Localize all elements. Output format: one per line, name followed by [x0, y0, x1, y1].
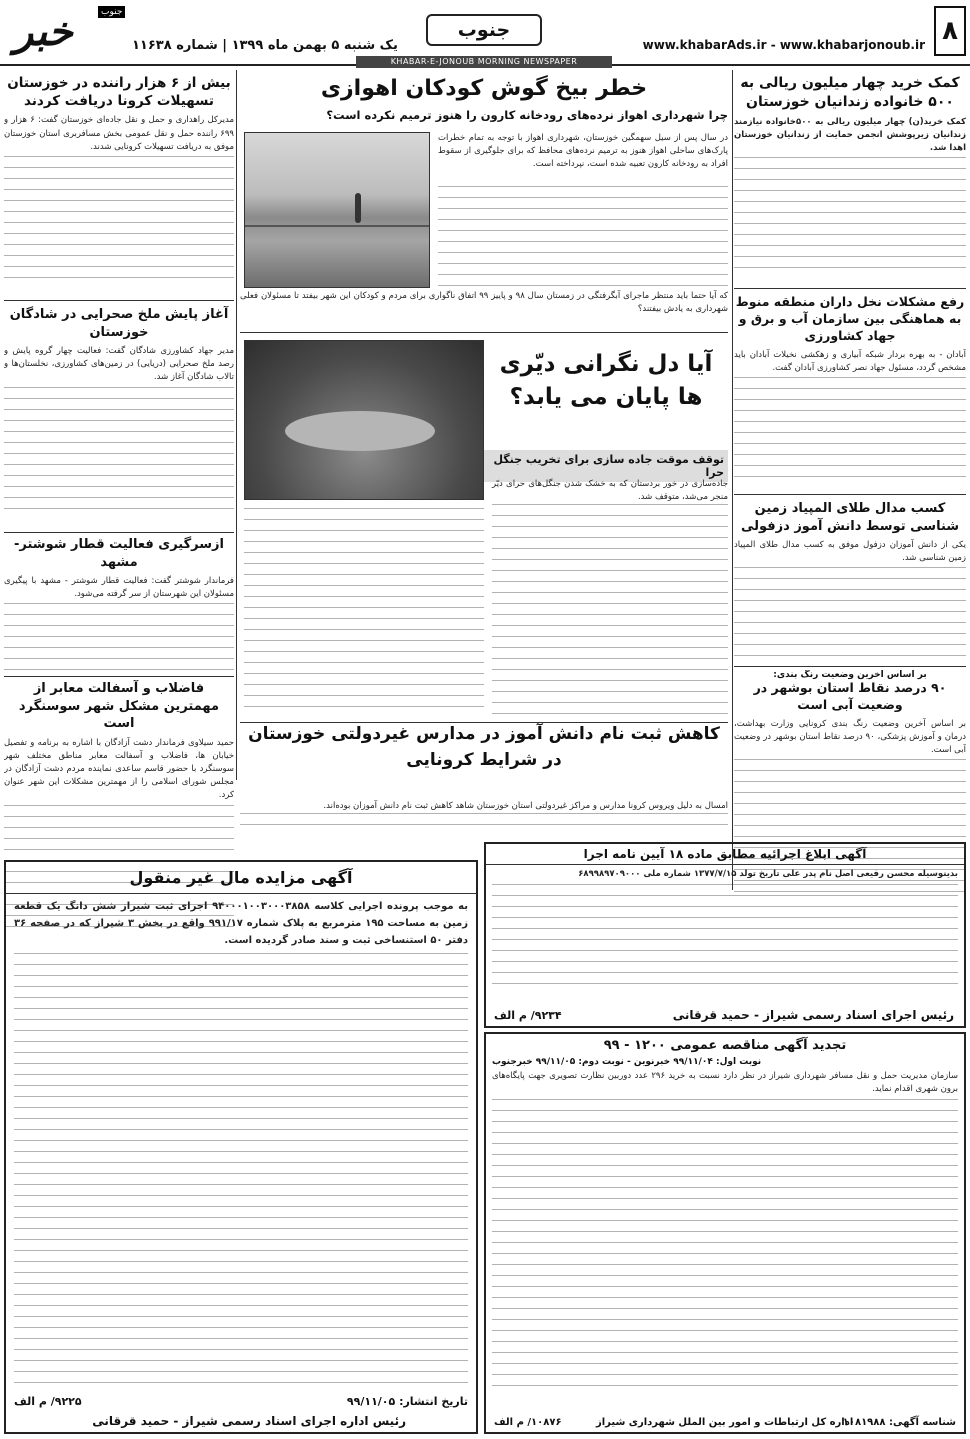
ad-signature: اداره کل ارتباطات و امور بین الملل شهرداری شیراز — [596, 1417, 854, 1428]
article-lead: مدیرکل راهداری و حمل و نقل جاده‌ای خوزستان گفت: ۶ هزار و ۶۹۹ راننده حمل و نقل عمومی بخش مسافربری استان خوزستان موفق به دریافت تسهیلات کرونایی شدند. — [4, 115, 234, 152]
article-geology-olympiad — [734, 500, 966, 664]
article-body-lines — [734, 377, 966, 487]
article-lead: در سال پس از سیل سهمگین خوزستان، شهرداری اهواز با توجه به تمام خطرات پارک‌های ساحلی اهواز هنوز به ترمیم نرده‌های محافظ که برای جلوگیری از سقوط افراد به رودخانه کارون تعبیه شده است، نپرداخته است. — [438, 133, 728, 170]
article-headline: آغاز پایش ملخ صحرایی در شادگان خوزستان — [9, 307, 229, 340]
ad-body-lines — [492, 884, 958, 994]
ad-title: آگهی مزایده مال غیر منقول — [6, 862, 476, 894]
article-lead: مدیر جهاد کشاورزی شادگان گفت: فعالیت چهار گروه پایش و رصد ملخ صحرایی (دریایی) در زمین‌های کشاورزی، نخلستان‌ها و تالاب شادگان آغاز شد. — [4, 346, 234, 383]
article-ahvaz-railings — [240, 74, 728, 324]
article-private-schools — [240, 722, 728, 800]
article-headline: فاضلاب و آسفالت معابر از مهمترین مشکل شهر سوسنگرد است — [18, 681, 220, 732]
article-kicker: بر اساس آخرین وضعیت رنگ بندی: — [773, 670, 927, 680]
article-headline: کاهش ثبت نام دانش آموز در مدارس غیردولتی خوزستان در شرایط کرونایی — [248, 724, 720, 770]
ad-date: تاریخ انتشار: ۹۹/۱۱/۰۵ — [346, 1395, 468, 1408]
article-lead: یکی از دانش آموزان دزفول موفق به کسب مدال طلای المپیاد زمین شناسی شد. — [734, 540, 966, 564]
article-lead: حمید سیلاوی فرماندار دشت آزادگان با اشاره به برنامه و تفصیل خیابان ها، فاضلاب و آسفالت معابر مناطق مختلف شهر سوسنگرد با حضور قاسم ساعدی نماینده مردم دشت آزادگان در مجلس شورای اسلامی را از مهمترین مشکلات این شهر عنوان کرد. — [4, 737, 234, 801]
masthead — [0, 0, 970, 66]
section-title: جنوب — [426, 14, 542, 46]
article-body-lines — [734, 567, 966, 657]
ad-lead: به موجب پرونده اجرایی کلاسه ۹۴۰۰۰۱۰۰۳۰۰۰۳۸۵۸ اجرای ثبت شیراز شش دانگ یک قطعه زمین به مساحت ۱۹۵ مترمربع به پلاک شماره ۹۹۱/۱۷ واقع در بخش ۳ شیراز که در صفحه ۳۶ دفتر ۵۰ استنساخی ثبت و سند صادر گردیده است. — [14, 901, 468, 946]
divider — [734, 666, 966, 667]
article-headline: بیش از ۶ هزار راننده در خوزستان تسهیلات کرونا دریافت کردند — [7, 75, 231, 110]
article-locust-monitoring — [4, 306, 234, 528]
article-lead: جاده‌سازی در خور بردستان که به خشک شدن جنگل‌های حرای دیّر منجر می‌شد، متوقف شد. — [492, 479, 728, 503]
divider — [4, 300, 234, 301]
ad-lead: بدینوسیله محسن رفیعی اصل نام پدر علی تاریخ تولد ۱۳۷۷/۷/۱۵ شماره ملی ۶۸۹۹۸۹۷۰۹۰۰۰ — [578, 869, 958, 879]
center-column — [240, 70, 728, 810]
execution-notice-ad — [484, 842, 966, 1028]
article-body-lines — [240, 813, 728, 835]
ad-title: تجدید آگهی مناقصه عمومی ۱۲۰۰ - ۹۹ — [603, 1038, 847, 1053]
riverside-photo — [244, 132, 430, 288]
article-private-schools-body — [240, 800, 728, 840]
page-number: ۸ — [934, 6, 966, 56]
article-lead: فرماندار شوشتر گفت: فعالیت قطار شوشتر - مشهد با پیگیری مسئولان این شهرستان از سر گرفته می‌شود. — [4, 576, 234, 600]
divider — [240, 332, 728, 333]
divider — [4, 532, 234, 533]
person-silhouette — [355, 193, 361, 223]
article-body-lines — [438, 186, 728, 286]
ad-body-lines — [14, 953, 468, 1383]
column-rule — [732, 70, 733, 890]
ad-body-lines — [492, 1099, 958, 1389]
article-headline: کمک خرید چهار میلیون ریالی به ۵۰۰ خانواده زندانیان خوزستان — [740, 75, 960, 110]
issue-date: یک شنبه ۵ بهمن ماه ۱۳۹۹ | شماره ۱۱۶۳۸ — [132, 38, 398, 53]
auction-ad — [4, 860, 478, 1434]
article-headline: کسب مدال طلای المپیاد زمین شناسی توسط دانش آموز دزفولی — [740, 501, 960, 534]
ad-signature: رئیس اداره اجرای اسناد رسمی شیراز - حمید قرقانی — [92, 1414, 406, 1428]
website-links: www.khabarAds.ir - www.khabarjonoub.ir — [642, 38, 925, 52]
ad-code: ۹۲۳۴/ م الف — [494, 1009, 562, 1022]
ad-lead: سازمان مدیریت حمل و نقل مسافر شهرداری شیراز در نظر دارد نسبت به خرید ۲۹۶ عدد دوربین نظارت تصویری جهت پایگاه‌های برون شهری اقدام نماید. — [492, 1071, 959, 1095]
article-subtitle: توقف موقت جاده سازی برای تخریب جنگل حرا — [484, 450, 728, 482]
ad-code: ۹۲۲۵/ م الف — [14, 1395, 82, 1408]
newspaper-logo — [6, 4, 126, 58]
article-headline: آیا دل نگرانی دیّری ها پایان می یابد؟ — [499, 351, 713, 411]
article-train-resumption — [4, 536, 234, 672]
left-column — [4, 70, 234, 801]
water-pool — [285, 411, 435, 451]
slogan-bar: KHABAR-E-JONOUB MORNING NEWSPAPER — [356, 56, 612, 68]
article-lead: کمک خرید(ن) چهار میلیون ریالی به ۵۰۰خانواده نیازمند زندانیان زیرپوشش انجمن حمایت از زندانیان خوزستان اهدا شد. — [734, 116, 966, 154]
ad-title: آگهی ابلاغ اجرائیه مطابق ماده ۱۸ آیین نامه اجرا — [486, 844, 964, 865]
article-mangrove-forest — [240, 338, 728, 718]
article-palm-growers — [734, 294, 966, 490]
mangrove-photo — [244, 340, 484, 500]
ad-signature: رئیس اجرای اسناد رسمی شیراز - حمید قرقانی — [672, 1008, 954, 1022]
article-body-lines — [4, 603, 234, 672]
divider — [4, 676, 234, 677]
article-headline: رفع مشکلات نخل داران منطقه منوط به هماهنگی بین سازمان آب و برق و جهاد کشاورزی — [735, 294, 965, 343]
divider — [734, 494, 966, 495]
article-headline: ازسرگیری فعالیت قطار شوشتر-مشهد — [14, 537, 224, 570]
article-body-lines — [734, 157, 966, 277]
article-body-lines — [4, 156, 234, 286]
logo-tag: جنوب — [98, 6, 125, 18]
article-body-lines — [4, 387, 234, 517]
article-lead: بر اساس آخرین وضعیت رنگ بندی کرونایی وزارت بهداشت، درمان و آموزش پزشکی، ۹۰ درصد نقاط استان بوشهر در وضعیت آبی است. — [734, 718, 966, 756]
tender-ad — [484, 1032, 966, 1434]
divider — [734, 288, 966, 289]
article-lead: امسال به دلیل ویروس کرونا مدارس و مراکز غیردولتی استان خوزستان شاهد کاهش ثبت نام دانش آموزان بوده‌اند. — [323, 801, 728, 811]
railing-line — [245, 225, 430, 227]
article-headline: خطر بیخ گوش کودکان اهوازی — [320, 76, 648, 101]
article-lead: آبادان - به بهره بردار شبکه آبیاری و زهکشی نخیلات آبادان باید مشخص گردد، مسئول جهاد نصر کشاورزی آبادان گفت. — [734, 349, 966, 373]
article-tail: که آیا حتما باید منتظر ماجرای آبگرفتگی در زمستان سال ۹۸ و پاییز ۹۹ اتفاق ناگواری برای مردم و کودکان این شهر بیفتد تا مسئولان فعلی شهرداری به یادش بیفتند؟ — [240, 291, 728, 315]
article-body-lines — [492, 504, 728, 714]
ad-ref: ۱۰۸۷۶/ م الف — [494, 1417, 562, 1428]
logo-text: خبر — [14, 8, 73, 55]
article-subtitle: چرا شهرداری اهواز نرده‌های رودخانه کارون را هنوز ترمیم نکرده است؟ — [326, 107, 728, 122]
article-body-lines — [244, 508, 484, 714]
article-prisoners-aid — [734, 74, 966, 284]
column-rule — [236, 70, 237, 780]
ad-code: شناسه آگهی: ۱۰۸۱۹۸۸ — [842, 1417, 956, 1428]
right-column — [734, 70, 966, 900]
article-headline: ۹۰ درصد نقاط استان بوشهر در وضعیت آبی است — [753, 680, 947, 712]
article-drivers-loans — [4, 74, 234, 296]
ad-dates: نوبت اول: ۹۹/۱۱/۰۴ خبرنوین - نوبت دوم: ۹۹/۱۱/۰۵ خبرجنوب — [492, 1057, 762, 1067]
